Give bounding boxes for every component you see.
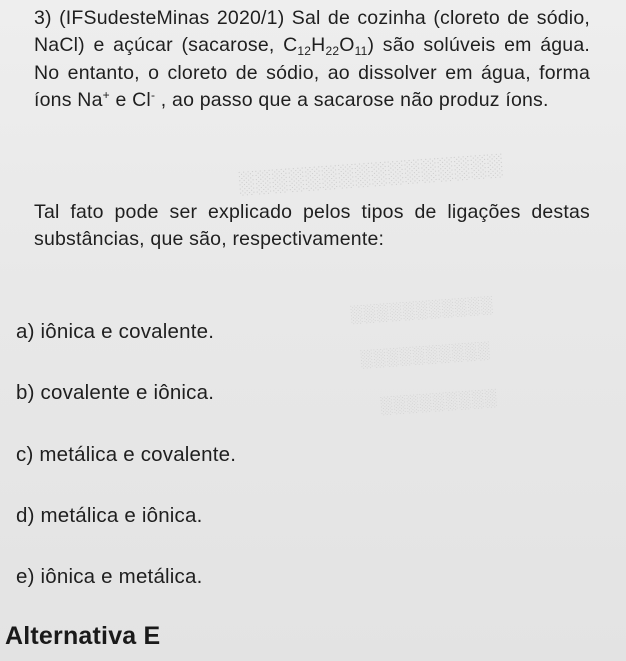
question-prompt: Tal fato pode ser explicado pelos tipos de ligações destas substâncias, que são, respectivamente: (34, 201, 590, 251)
question-statement: 3) (IFSudesteMinas 2020/1) Sal de cozinha (cloreto de sódio, NaCl) e açúcar (sacarose, $C_{12}H_{22}O_{11}$) são solúveis em água. No entanto, o cloreto de sódio, ao dissolver em água, forma íons Na+ e Cl- , ao passo que a sacarose não produz íons. (34, 7, 590, 112)
question-number: 3) (34, 7, 52, 29)
option-a: a) iônica e covalente. (16, 320, 215, 343)
question-text-part-3: , ao passo que a sacarose não produz íons. (160, 89, 549, 112)
bleed-through-text: ░░░░░░░░░░░ (349, 295, 494, 324)
bleed-through-text: ░░░░░░░░░░░░░░░░ (237, 151, 504, 196)
sucrose-formula: $C_{12}H_{22}O_{11}$ (283, 34, 368, 59)
option-e: e) iônica e metálica. (16, 565, 203, 588)
option-d: d) metálica e iônica. (16, 504, 203, 527)
chloride-ion: Cl- (132, 88, 156, 112)
bleed-through-text: ░░░░░░░░░ (379, 387, 498, 416)
sodium-ion: Na+ (77, 88, 110, 112)
question-text-part-1: Sal de cozinha (cloreto de sódio, NaCl) e açúcar (sacarose, (34, 7, 590, 57)
option-b: b) covalente e iônica. (16, 381, 215, 404)
question-source: (IFSudesteMinas 2020/1) (59, 7, 285, 29)
option-c: c) metálica e covalente. (16, 443, 237, 466)
answer-label: Alternativa E (5, 622, 161, 650)
question-text-part-2: são solúveis em água. No entanto, o cloreto de sódio, ao dissolver em água, forma íons (34, 34, 590, 112)
conjunction: e (115, 89, 127, 112)
bleed-through-text: ░░░░░░░░░░ (359, 340, 491, 369)
